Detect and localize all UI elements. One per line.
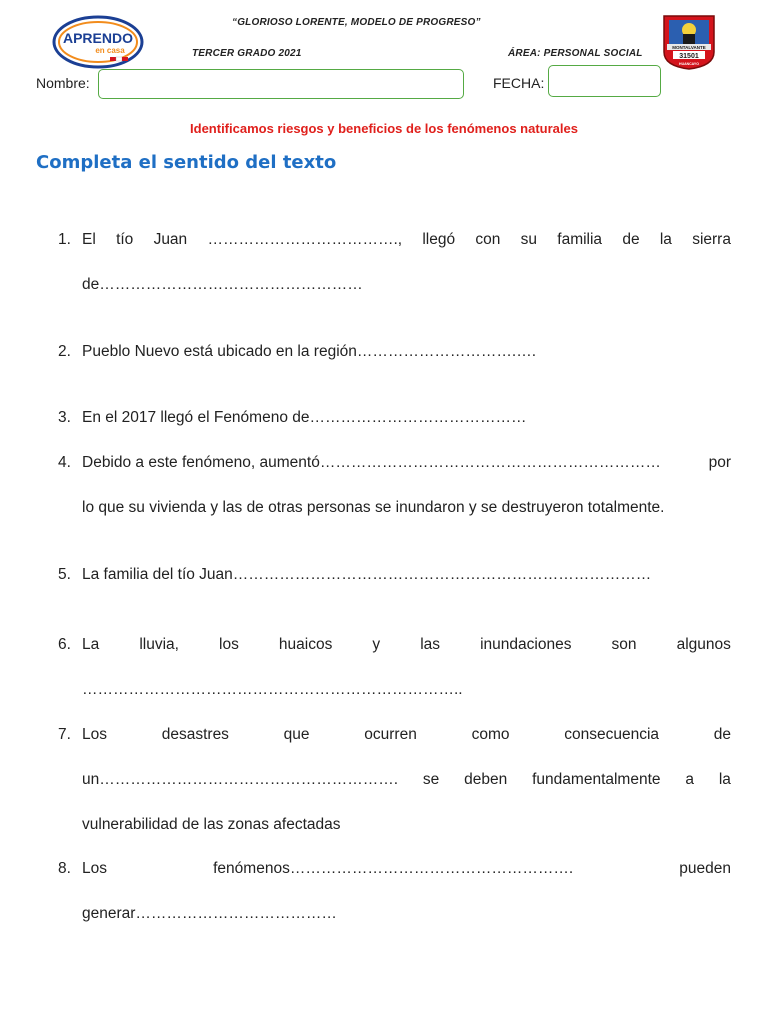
word: de: [622, 231, 640, 248]
section-title: Completa el sentido del texto: [36, 152, 337, 173]
item-8-line-2: generar…………………………………: [82, 905, 337, 922]
item-6-line-1: [82, 636, 731, 654]
date-label: FECHA:: [493, 75, 545, 91]
word: con: [475, 231, 501, 248]
word: ocurren: [364, 726, 417, 743]
word: El: [82, 231, 96, 248]
item-number: 5.: [58, 566, 71, 583]
item-5-line-1: La familia del tío Juan………………………………………………………………………: [82, 566, 652, 583]
word: que: [283, 726, 310, 743]
word: la: [718, 771, 731, 788]
grade-label: TERCER GRADO 2021: [192, 48, 302, 59]
item-number: 2.: [58, 343, 71, 360]
worksheet-title: Identificamos riesgos y beneficios de los fenómenos naturales: [190, 121, 578, 136]
word: desastres: [161, 726, 229, 743]
item-number: 4.: [58, 454, 71, 471]
word: consecuencia: [564, 726, 660, 743]
logo-sub-text: en casa: [95, 46, 125, 55]
date-field[interactable]: [548, 65, 661, 97]
word: como: [471, 726, 510, 743]
word: Los: [82, 860, 107, 877]
item-2-line-1: Pueblo Nuevo está ubicado en la región………………………….….: [82, 343, 537, 360]
aprendo-en-casa-logo: [52, 14, 144, 72]
word: inundaciones: [480, 636, 572, 653]
word: Juan: [153, 231, 188, 248]
blank: un………………………………………………….: [82, 771, 399, 788]
name-label: Nombre:: [36, 75, 90, 91]
logo-main-text: APRENDO: [62, 30, 134, 46]
word: sierra: [692, 231, 731, 248]
word: y: [372, 636, 381, 653]
school-crest: [662, 14, 716, 70]
item-number: 1.: [58, 231, 71, 248]
name-field[interactable]: [98, 69, 464, 99]
school-motto: “GLORIOSO LORENTE, MODELO DE PROGRESO”: [232, 17, 481, 28]
blank: fenómenos……………………………………………….: [213, 860, 574, 877]
item-7-line-3: vulnerabilidad de las zonas afectadas: [82, 816, 341, 833]
word: Los: [82, 726, 107, 743]
word: la: [659, 231, 672, 248]
word: por: [708, 454, 731, 471]
word: fundamentalmente: [532, 771, 661, 788]
word: a: [685, 771, 694, 788]
item-7-line-1: [82, 726, 731, 744]
area-label: ÁREA: PERSONAL SOCIAL: [508, 48, 643, 59]
crest-number: 31501: [679, 53, 699, 60]
word: tío: [116, 231, 134, 248]
item-number: 6.: [58, 636, 71, 653]
item-1-line-2: de……………………………………………: [82, 276, 363, 293]
word: deben: [464, 771, 508, 788]
item-7-line-2: [82, 771, 731, 789]
item-4-line-2: lo que su vivienda y las de otras personas se inundaron y se destruyeron totalmente.: [82, 499, 665, 516]
crest-bottom-text: HUANCAYO: [679, 62, 699, 66]
word: algunos: [676, 636, 731, 653]
word: pueden: [679, 860, 731, 877]
word: huaicos: [278, 636, 333, 653]
word: las: [420, 636, 441, 653]
word: son: [611, 636, 637, 653]
blank: ……………………………….,: [207, 231, 403, 248]
item-number: 8.: [58, 860, 71, 877]
word: se: [422, 771, 440, 788]
word: familia: [557, 231, 603, 248]
item-1-line-1: [82, 231, 731, 249]
word: lluvia,: [139, 636, 179, 653]
item-8-line-1: [82, 860, 731, 878]
item-number: 3.: [58, 409, 71, 426]
word: los: [219, 636, 239, 653]
word: La: [82, 636, 100, 653]
item-6-line-2: ………………………………………………………………..: [82, 681, 463, 698]
sentence-with-blank: Debido a este fenómeno, aumentó…………………………………………………………: [82, 454, 661, 471]
crest-banner-text: MONTALVANTE: [672, 45, 706, 50]
item-4-line-1: [82, 454, 731, 472]
word: llegó: [422, 231, 456, 248]
item-3-line-1: En el 2017 llegó el Fenómeno de……………………………………: [82, 409, 527, 426]
word: su: [520, 231, 537, 248]
word: de: [713, 726, 731, 743]
item-number: 7.: [58, 726, 71, 743]
